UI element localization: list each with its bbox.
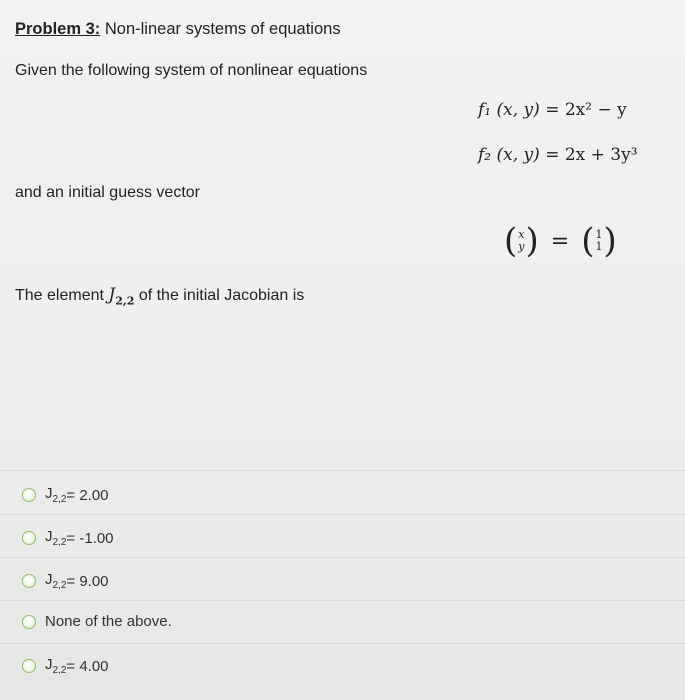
option-symbol: $J_{2,2}$: [45, 528, 67, 548]
divider: [0, 557, 685, 558]
intro-text: Given the following system of nonlinear equations: [15, 62, 368, 79]
divider: [0, 600, 685, 601]
problem-heading: [15, 20, 341, 39]
question-text: [15, 285, 304, 307]
equation-2-lhs: f₂ (x, y): [478, 145, 540, 165]
equation-2: [478, 145, 638, 165]
question-suffix: of the initial Jacobian is: [138, 287, 305, 304]
option-value: None of the above.: [45, 613, 172, 630]
option-symbol: $J_{2,2}$: [45, 656, 67, 676]
option-value: = 2.00: [66, 486, 109, 504]
radio-button[interactable]: [22, 659, 36, 673]
vector-var-bottom: y: [518, 240, 525, 253]
radio-button[interactable]: [22, 488, 36, 502]
option-value: = -1.00: [66, 529, 114, 547]
initial-guess-text: and an initial guess vector: [15, 184, 200, 201]
question-subscript: 2,2: [115, 294, 135, 308]
option-symbol: $J_{2,2}$: [45, 485, 67, 505]
problem-title: Non-linear systems of equations: [104, 20, 341, 38]
answer-option-1[interactable]: [22, 485, 109, 505]
option-value: = 4.00: [66, 657, 109, 675]
radio-button[interactable]: [22, 574, 36, 588]
question-symbol: $J_{2,2}$: [108, 285, 135, 308]
vector-var-top: x: [518, 228, 525, 241]
answer-option-5[interactable]: [22, 656, 109, 676]
option-value: = 9.00: [66, 572, 109, 590]
radio-button[interactable]: [22, 615, 36, 629]
option-symbol: $J_{2,2}$: [45, 571, 67, 591]
divider: [0, 514, 685, 515]
equation-2-rhs: = 2x + 3y³: [545, 145, 638, 165]
answer-option-2[interactable]: [22, 528, 114, 548]
problem-number: Problem 3:: [15, 20, 101, 38]
equation-1: [478, 100, 627, 120]
divider: [0, 470, 685, 471]
question-prefix: The element: [15, 287, 104, 304]
vector-val-bottom: 1: [595, 240, 603, 253]
divider: [0, 643, 685, 644]
radio-button[interactable]: [22, 531, 36, 545]
vector-val-top: 1: [595, 228, 603, 241]
equation-1-lhs: f₁ (x, y): [478, 100, 540, 120]
initial-guess-vector: ( x y ) = ( 1 1 ): [504, 221, 617, 261]
answer-option-3[interactable]: [22, 571, 109, 591]
equation-1-rhs: = 2x² − y: [545, 100, 627, 120]
answer-option-4[interactable]: [22, 613, 172, 630]
